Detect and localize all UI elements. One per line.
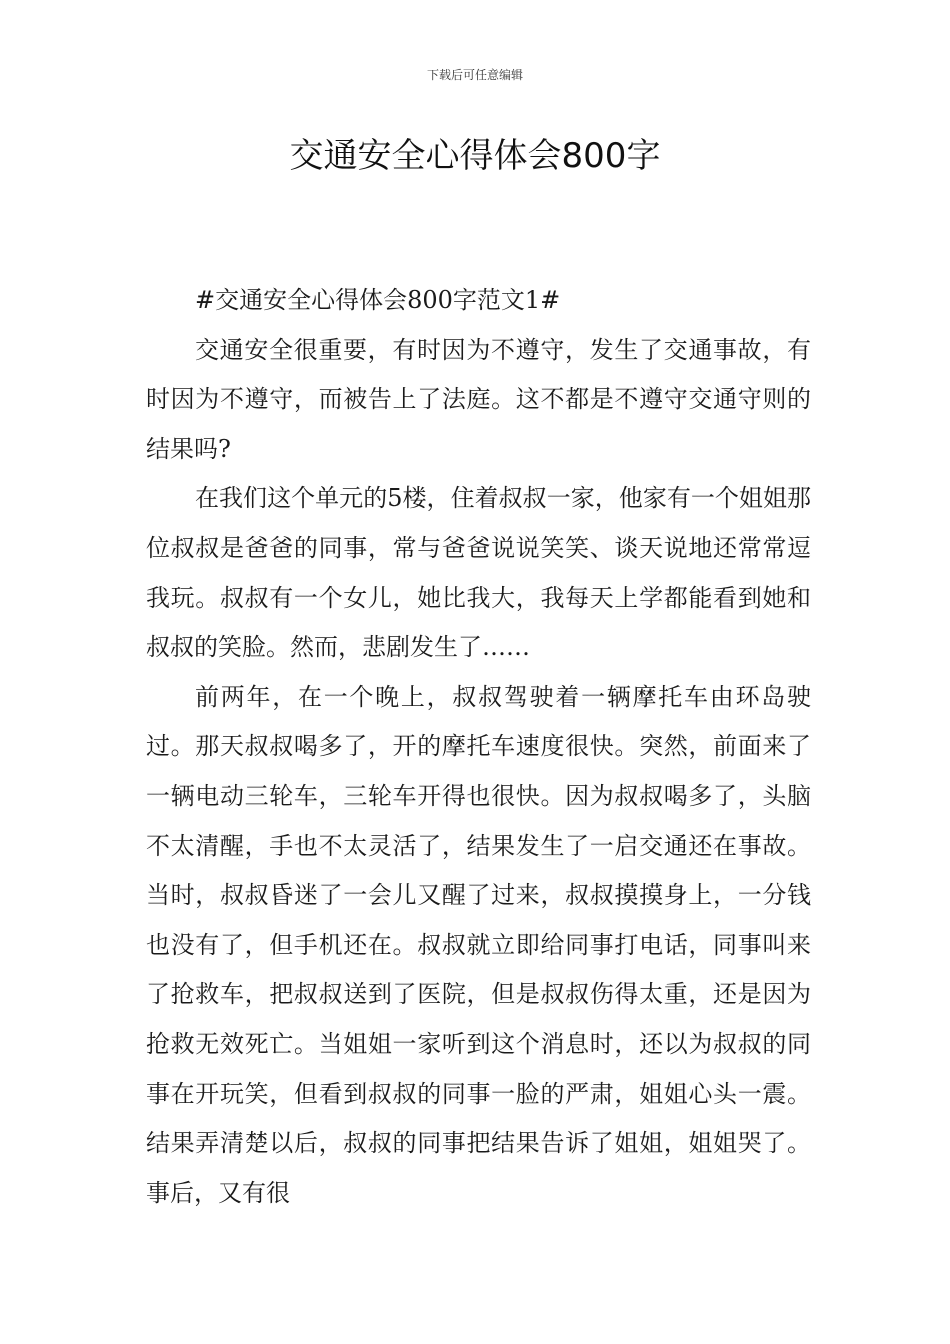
paragraph: 前两年，在一个晚上，叔叔驾驶着一辆摩托车由环岛驶过。那天叔叔喝多了，开的摩托车速度很快。突然，前面来了一辆电动三轮车，三轮车开得也很快。因为叔叔喝多了，头脑不太清醒，手也不太灵活了，结果发生了一启交通还在事故。当时，叔叔昏迷了一会儿又醒了过来，叔叔摸摸身上，一分钱也没有了，但手机还在。叔叔就立即给同事打电话，同事叫来了抢救车，把叔叔送到了医院，但是叔叔伤得太重，还是因为抢救无效死亡。当姐姐一家听到这个消息时，还以为叔叔的同事在开玩笑，但看到叔叔的同事一脸的严肃，姐姐心头一震。结果弄清楚以后，叔叔的同事把结果告诉了姐姐，姐姐哭了。事后，又有很 bbox=[146, 682, 811, 1207]
header-note: 下载后可任意编辑 bbox=[426, 68, 523, 82]
document-body bbox=[146, 276, 811, 1218]
section-heading: #交通安全心得体会800字范文1# bbox=[195, 286, 561, 314]
document-title: 交通安全心得体会800字 bbox=[289, 136, 661, 176]
paragraph: 在我们这个单元的5楼，住着叔叔一家，他家有一个姐姐那位叔叔是爸爸的同事，常与爸爸说说笑笑、谈天说地还常常逗我玩。叔叔有一个女儿，她比我大，我每天上学都能看到她和叔叔的笑脸。然而，悲剧发生了…… bbox=[146, 484, 811, 662]
paragraph: 交通安全很重要，有时因为不遵守，发生了交通事故，有时因为不遵守，而被告上了法庭。这不都是不遵守交通守则的结果吗? bbox=[146, 335, 811, 463]
